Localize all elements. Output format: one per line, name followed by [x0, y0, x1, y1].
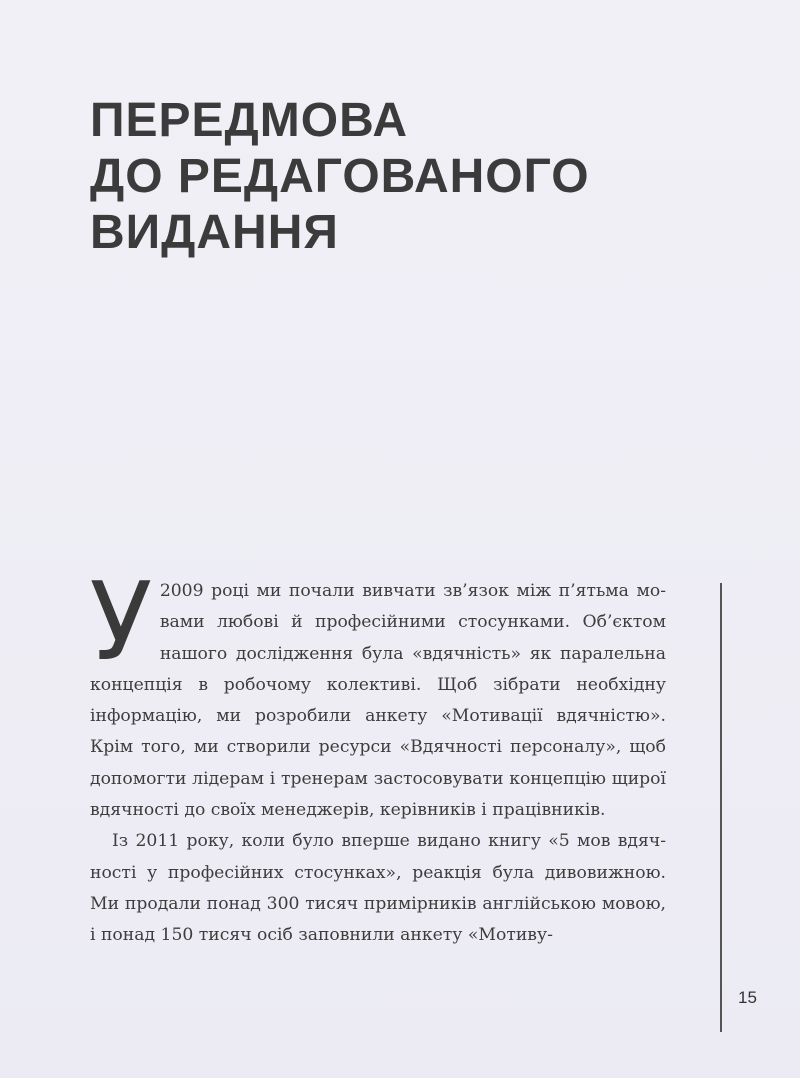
page-number: 15: [738, 988, 757, 1007]
chapter-title-line-2: ДО РЕДАГОВАНОГО: [90, 150, 590, 203]
paragraph-2: Із 2011 року, коли було вперше видано книгу «5 мов вдячності у професійних стосунках», реакція була дивовижною. Ми продали понад 300 тисяч примірників англійською мовою, і понад 150 тисяч осіб заповнили анкету «Мотиву-: [90, 831, 666, 946]
paragraph-1: [89, 560, 666, 826]
chapter-title-line-3: ВИДАННЯ: [90, 206, 339, 259]
margin-rule: [720, 583, 722, 1032]
drop-cap: У: [89, 560, 153, 685]
paragraph-1-text: 2009 році ми почали вивчати зв’язок між п’ятьма мовами любові й професійними стосунками. Об’єктом нашого дослідження була «вдячність» як паралельна концепція в робочому колективі. Щоб зібрати необхідну інформацію, ми розробили анкету «Мотивації вдячністю». Крім того, ми створили ресурси «Вдячності персоналу», щоб допомогти лідерам і тренерам застосовувати концепцію щирої вдячності до своїх менеджерів, керівників і працівників.: [90, 581, 666, 821]
body-text: [89, 560, 666, 952]
chapter-title: [90, 93, 590, 261]
chapter-title-line-1: ПЕРЕДМОВА: [90, 94, 408, 147]
